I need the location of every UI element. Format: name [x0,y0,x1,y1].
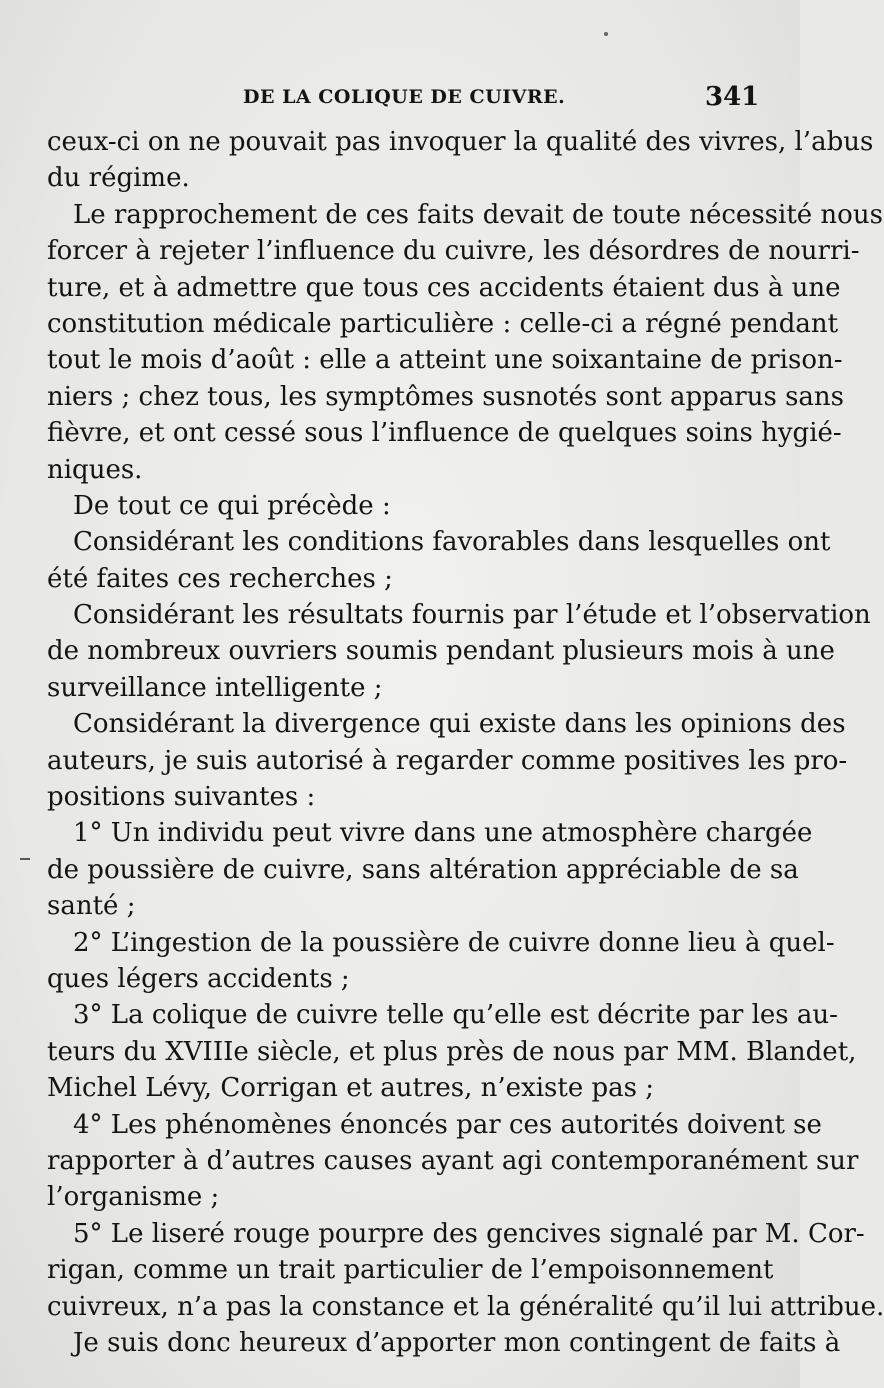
page-number: 341 [705,82,760,112]
page-header [0,82,800,116]
text-line: 2° L’ingestion de la poussière de cuivre donne lieu à quel- [73,927,835,958]
text-line: 1° Un individu peut vivre dans une atmosphère chargée [73,818,813,849]
text-line: l’organisme ; [47,1182,220,1213]
body-text [47,124,884,1361]
text-line: niers ; chez tous, les symptômes susnotés sont apparus sans [47,381,844,412]
text-line: tout le mois d’août : elle a atteint une soixantaine de prison- [47,345,843,376]
text-line: rigan, comme un trait particulier de l’empoisonnement [47,1255,774,1286]
text-line: ceux-ci on ne pouvait pas invoquer la qualité des vivres, l’abus [47,127,874,157]
text-line: auteurs, je suis autorisé à regarder comme positives les pro- [47,745,848,776]
text-line: Considérant la divergence qui existe dans les opinions des [73,709,846,740]
print-speck [604,32,608,36]
text-line: de nombreux ouvriers soumis pendant plusieurs mois à une [47,636,835,667]
text-line: De tout ce qui précède : [73,490,391,521]
text-line: Considérant les résultats fournis par l’étude et l’observation [73,600,871,631]
text-line: du régime. [47,163,190,194]
text-line: forcer à rejeter l’influence du cuivre, les désordres de nourri- [47,236,860,267]
text-line: 3° La colique de cuivre telle qu’elle est décrite par les au- [73,1000,838,1031]
text-line: rapporter à d’autres causes ayant agi contemporanément sur [47,1145,859,1176]
text-line: Considérant les conditions favorables dans lesquelles ont [73,527,831,558]
text-line: Michel Lévy, Corrigan et autres, n’existe pas ; [47,1073,655,1104]
text-line: 5° Le liseré rouge pourpre des gencives signalé par M. Cor- [73,1218,865,1249]
text-line: ques légers accidents ; [47,963,350,994]
running-title: DE LA COLIQUE DE CUIVRE. [243,86,566,108]
text-line: surveillance intelligente ; [47,672,383,703]
text-line: fièvre, et ont cessé sous l’influence de quelques soins hygié- [47,418,842,449]
text-line: positions suivantes : [47,782,316,813]
text-line: Je suis donc heureux d’apporter mon contingent de faits à [73,1327,841,1358]
text-line: de poussière de cuivre, sans altération appréciable de sa [47,854,799,885]
text-line: 4° Les phénomènes énoncés par ces autorités doivent se [73,1109,822,1140]
text-line: Le rapprochement de ces faits devait de toute nécessité nous [73,199,883,230]
text-line: niques. [47,454,143,485]
text-line: teurs du XVIIIe siècle, et plus près de nous par MM. Blandet, [47,1036,857,1067]
text-line: santé ; [47,891,136,922]
margin-mark [20,858,30,860]
text-line: été faites ces recherches ; [47,563,393,594]
text-line: constitution médicale particulière : celle-ci a régné pendant [47,308,839,339]
text-line: cuivreux, n’a pas la constance et la généralité qu’il lui attribue. [47,1291,884,1322]
text-line: ture, et à admettre que tous ces accidents étaient dus à une [47,272,841,303]
